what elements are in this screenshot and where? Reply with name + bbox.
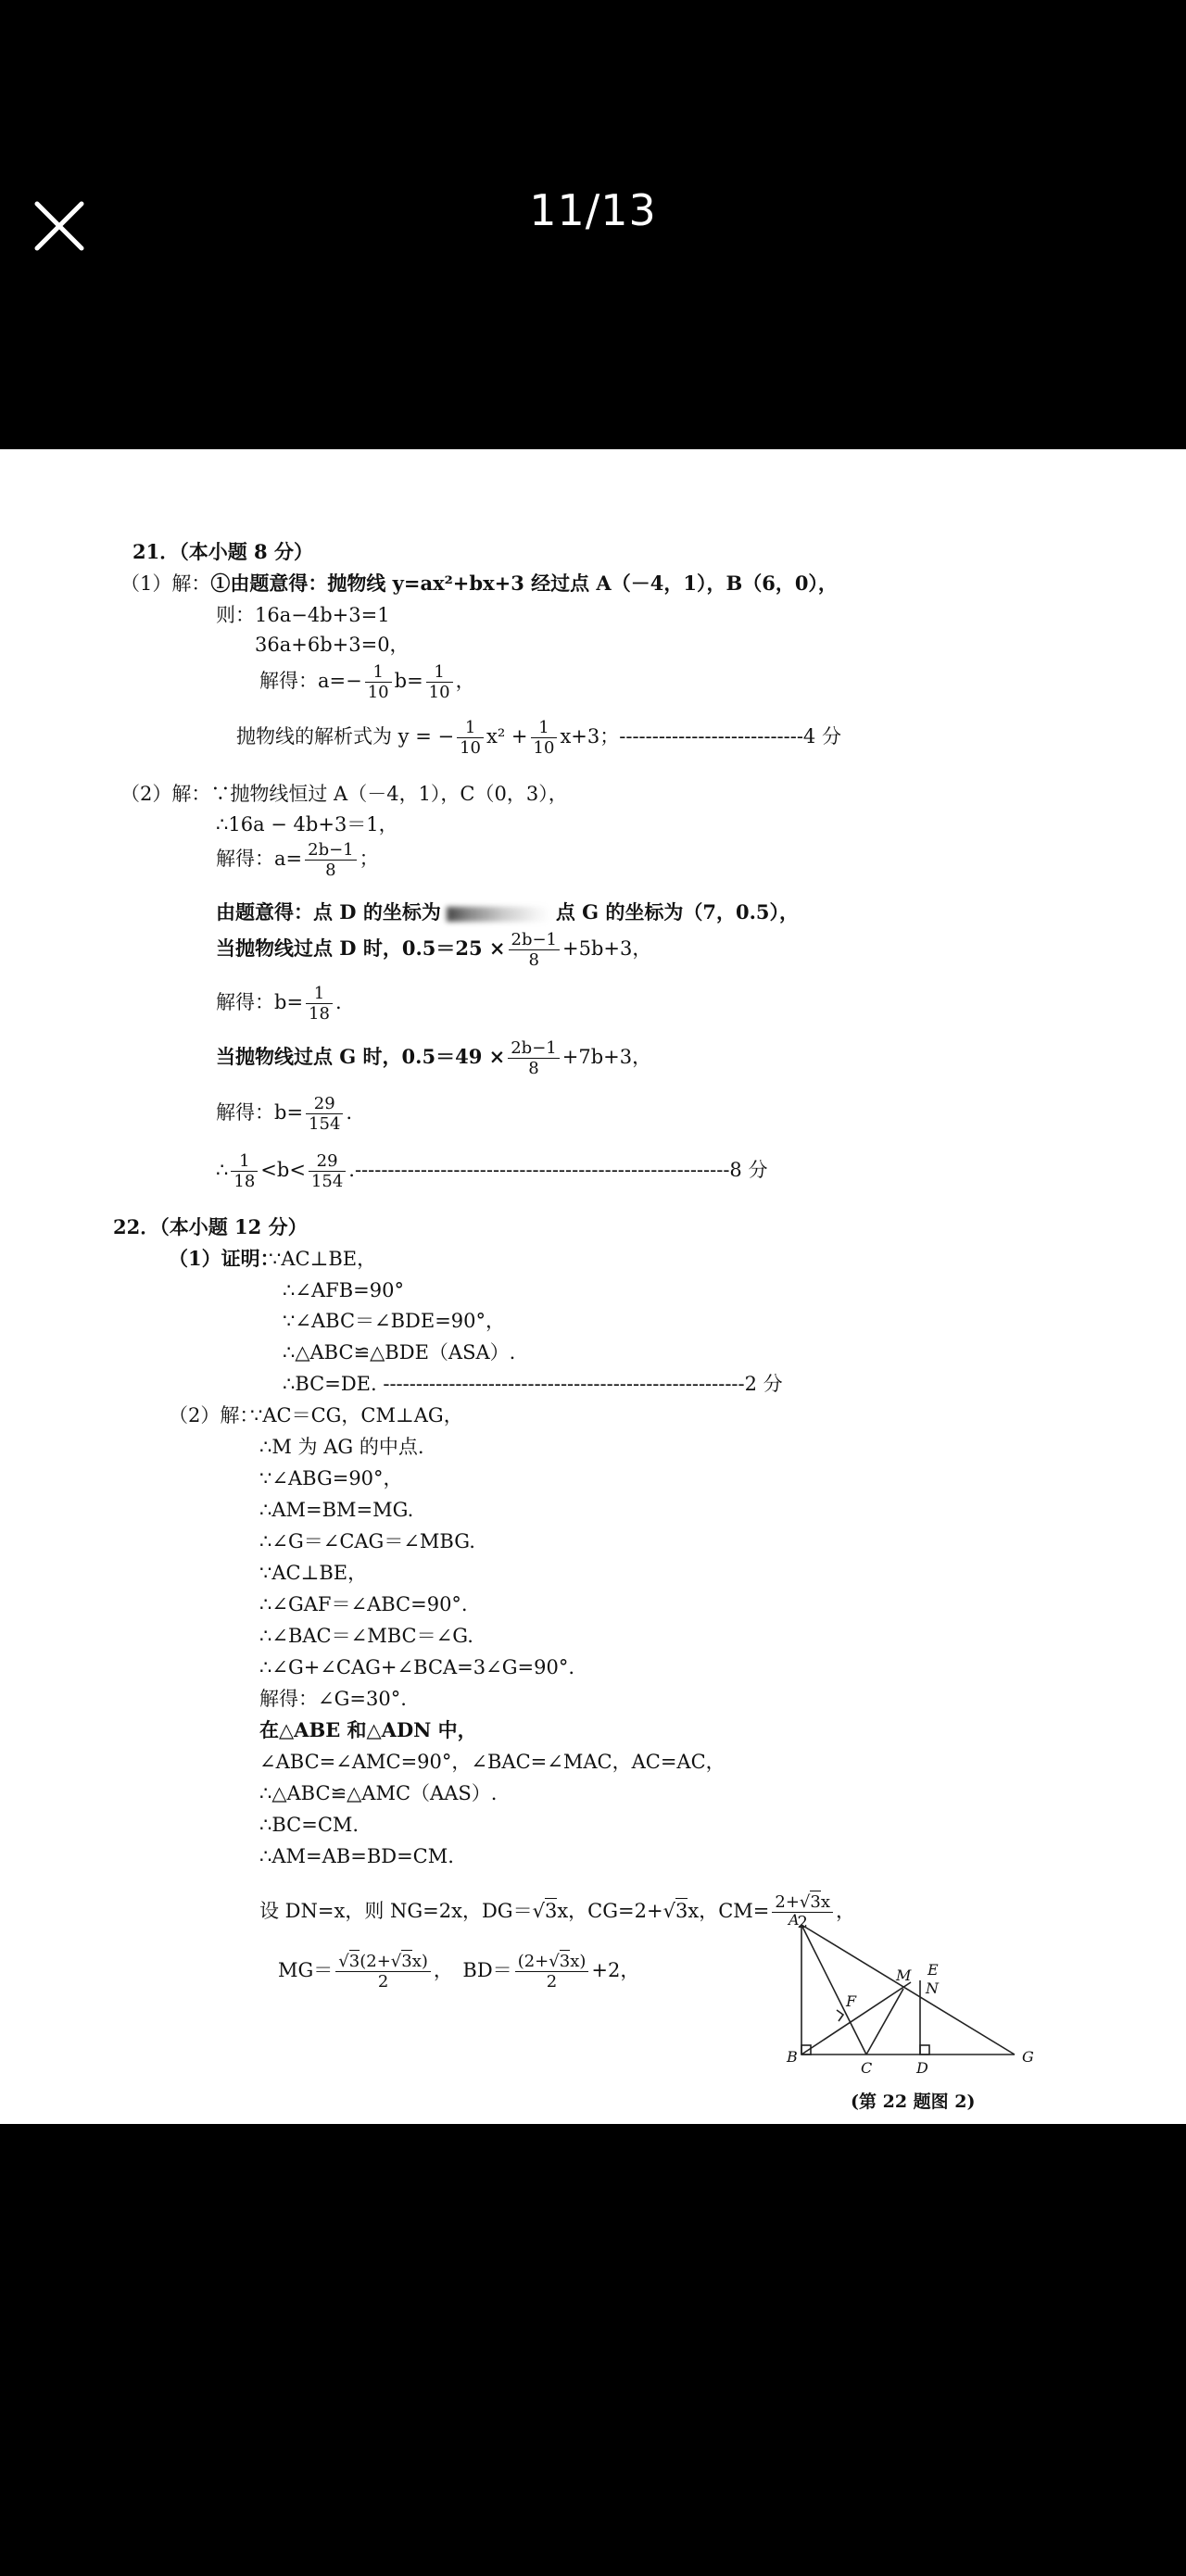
label-g: G (1022, 2048, 1034, 2066)
q22-p2-line-0: ∵AC＝CG，CM⊥AG， (250, 1404, 463, 1426)
diagram-caption: (第 22 题图 2) (851, 2092, 976, 2112)
bd-prefix: ， BD＝ (433, 1959, 512, 1981)
q21-part2-eq: ∴16a − 4b+3＝1， (216, 813, 398, 836)
q21-part2-b2 (216, 1094, 352, 1134)
frac-1-18 (231, 1151, 258, 1191)
q22-part1-label: （1）证明： (169, 1247, 280, 1270)
label-a: A (789, 1911, 800, 1929)
q22-p2-line-13: ∴BC=CM. (259, 1814, 360, 1836)
frac-num: 1 (231, 1151, 258, 1172)
frac-den: 154 (309, 1114, 341, 1134)
q22-p1-line-2: ∵∠ABC＝∠BDE=90°， (283, 1310, 506, 1332)
frac-num: 2b−1 (305, 840, 357, 861)
q22-p2-line-5: ∵AC⊥BE， (259, 1562, 368, 1584)
d-tail: +5b+3， (562, 937, 652, 960)
frac-b (426, 662, 453, 702)
label-c: C (861, 2059, 873, 2077)
q22-p1-line-0: ∵AC⊥BE， (269, 1248, 377, 1270)
frac-num: 1 (306, 984, 333, 1004)
frac-num: 2+√3x (772, 1892, 833, 1913)
period: . (334, 991, 342, 1013)
q21-eq1: 则：16a−4b+3=1 (216, 604, 390, 626)
sqrt3: 3 (544, 1900, 558, 1922)
sqrt3: 3 (401, 1952, 412, 1971)
expr-prefix: 抛物线的解析式为 y = − (236, 725, 455, 748)
sqrt3: 3 (810, 1892, 821, 1912)
page-counter: 11/13 (529, 185, 657, 235)
frac-num: 1 (365, 662, 392, 683)
right-angle-d (920, 2045, 929, 2055)
frac-bd (515, 1952, 589, 1992)
bd-close: x) (570, 1952, 587, 1971)
solve-label: 解得：b= (216, 991, 304, 1013)
frac-den: 18 (233, 1172, 256, 1191)
frac-b (531, 718, 558, 758)
document-page (0, 449, 1186, 2124)
q22-let-line: 设 DN=x，则 NG=2x，DG＝√3x，CG=2+√3x，CM= $\frac{2+√3x}{2}$ ， (259, 1892, 856, 1932)
frac-den: 10 (367, 683, 389, 702)
inequality: <b< (260, 1159, 306, 1181)
d-cond: 当抛物线过点 D 时，0.5＝25 × (216, 936, 506, 960)
sqrt3: 3 (675, 1900, 688, 1922)
frac-den: 8 (325, 861, 336, 880)
q22-p2-line-14: ∴AM=AB=BD=CM. (259, 1845, 454, 1867)
q22-header: 22．（本小题 12 分） (113, 1215, 308, 1238)
let-1: 设 DN=x，则 NG=2x，DG＝ (259, 1900, 533, 1922)
q22-p2-line-4: ∴∠G＝∠CAG＝∠MBG. (259, 1530, 475, 1552)
frac-mg (335, 1952, 431, 1992)
frac-num: 2b−1 (509, 930, 561, 950)
viewer-top-bar (0, 0, 1186, 449)
sqrt3: 3 (559, 1952, 571, 1971)
q21-part1 (120, 571, 838, 597)
q21-part2 (120, 781, 568, 807)
comma: ， (455, 670, 475, 692)
q22-p2-line-9: 解得：∠G=30°. (259, 1688, 407, 1710)
frac-num: 1 (457, 718, 484, 738)
therefore: ∴ (216, 1159, 229, 1181)
q21-part2-label: （2）解： (120, 783, 211, 805)
expr-mid: x² + (486, 725, 528, 748)
frac-2b (305, 840, 357, 880)
frac-den: 2 (377, 1972, 389, 1992)
frac-29-154 (306, 1094, 343, 1134)
q21-part2-b1 (216, 984, 342, 1024)
frac-num: 1 (426, 662, 453, 683)
frac-a (457, 718, 484, 758)
frac-num: 1 (531, 718, 558, 738)
frac-29-154 (309, 1151, 346, 1191)
solve-label: 解得：b= (216, 1101, 304, 1124)
label-d: D (916, 2059, 928, 2077)
g-tail: +7b+3， (561, 1046, 652, 1068)
frac-1-18 (306, 984, 333, 1024)
semicolon: ； (359, 848, 379, 870)
redacted-mark (447, 907, 550, 922)
score-8: .---------------------------------------------------------8 分 (348, 1159, 768, 1181)
q21-solve1-b: b= (394, 670, 423, 692)
let-2: x，CG=2+ (557, 1900, 663, 1922)
q22-p2-line-6: ∴∠GAF＝∠ABC=90°. (259, 1593, 468, 1615)
let-3: x，CM= (688, 1900, 770, 1922)
frac-den: 18 (309, 1004, 330, 1024)
q22-p1-line-1: ∴∠AFB=90° (283, 1279, 404, 1301)
q21-part2-d (216, 930, 651, 970)
frac-den: 154 (310, 1172, 344, 1191)
q22-p2-line-7: ∴∠BAC＝∠MBC＝∠G. (259, 1625, 473, 1647)
frac-num: √3(2+√3x) (335, 1952, 431, 1972)
frac-num: 29 (309, 1151, 346, 1172)
frac-a (365, 662, 392, 702)
frac-den: 8 (528, 950, 539, 970)
q21-part2-given (216, 899, 799, 925)
q21-part1-label: （1）解： (120, 572, 211, 595)
frac-2b (509, 930, 561, 970)
q22-p2-line-10: 在△ABE 和△ADN 中， (259, 1718, 477, 1741)
q22-p2-line-11: ∠ABC=∠AMC=90°，∠BAC=∠MAC，AC=AC， (259, 1751, 725, 1773)
frac-num: 2b−1 (508, 1038, 560, 1059)
frac-den: 10 (428, 683, 450, 702)
q21-solve1-a: 解得：a=− (259, 670, 362, 692)
q21-part1-text: ①由题意得：抛物线 y=ax²+bx+3 经过点 A（－4，1），B（6，0）， (210, 572, 838, 595)
q21-part2-text: ∵抛物线恒过 A（－4，1），C（0，3）， (210, 783, 568, 805)
frac-den: 2 (546, 1972, 558, 1992)
q22-mg-line (278, 1952, 639, 1992)
cm-suffix: x (820, 1892, 831, 1912)
frac-den: 8 (528, 1059, 539, 1078)
sqrt3: 3 (348, 1952, 360, 1971)
q21-part2-g (216, 1038, 651, 1078)
bd-open: (2+ (517, 1952, 549, 1971)
bd-tail: +2， (591, 1959, 640, 1981)
frac-den: 10 (460, 738, 481, 758)
label-e: E (927, 1961, 939, 1979)
q21-conclusion (216, 1151, 767, 1191)
label-b: B (787, 2048, 798, 2066)
label-f: F (846, 1992, 857, 2010)
mg-prefix: MG＝ (278, 1959, 334, 1981)
label-m: M (896, 1967, 912, 1984)
g-cond: 当抛物线过点 G 时，0.5＝49 × (216, 1045, 506, 1068)
frac-2b (508, 1038, 560, 1078)
q22-p1-line-4: ∴BC=DE. -------------------------------------------------------2 分 (283, 1373, 783, 1395)
q21-header: 21．（本小题 8 分） (132, 540, 313, 563)
q22-p2-line-2: ∵∠ABG=90°， (259, 1467, 403, 1489)
cm-prefix: 2+ (775, 1892, 800, 1912)
q22-part2-label: （2）解： (169, 1404, 259, 1426)
frac-num: (2+√3x) (515, 1952, 589, 1972)
label-n: N (926, 1979, 939, 1997)
q22-p2-line-8: ∴∠G+∠CAG+∠BCA=3∠G=90°. (259, 1656, 574, 1678)
q21-eq2: 36a+6b+3=0， (255, 634, 410, 656)
q22-p2-line-3: ∴AM=BM=MG. (259, 1499, 414, 1521)
q22-p2-line-12: ∴△ABC≌△AMC（AAS）. (259, 1782, 498, 1804)
frac-num: 29 (306, 1094, 343, 1114)
given-d: 由题意得：点 D 的坐标为 (216, 900, 441, 924)
given-g: 点 G 的坐标为（7，0.5）， (555, 900, 800, 924)
right-angle-f (837, 2010, 843, 2021)
period: . (346, 1101, 353, 1124)
q22-p2-line-1: ∴M 为 AG 的中点. (259, 1436, 424, 1458)
q21-solve1 (259, 662, 475, 702)
q22-p1-line-3: ∴△ABC≌△BDE（ASA）. (283, 1341, 516, 1363)
q21-part2-solve-a (216, 840, 379, 880)
geometry-diagram (783, 1908, 1047, 2084)
mg-open: (2+ (360, 1952, 391, 1971)
q21-expression (236, 718, 841, 758)
expr-end: x+3；----------------------------4 分 (560, 725, 841, 748)
frac-den: 10 (533, 738, 555, 758)
mg-close: x) (411, 1952, 428, 1971)
viewer-bottom-bar (0, 2124, 1186, 2576)
comma: ， (836, 1900, 856, 1922)
solve-label: 解得：a= (216, 848, 303, 870)
frac-den: 2 (797, 1913, 808, 1932)
